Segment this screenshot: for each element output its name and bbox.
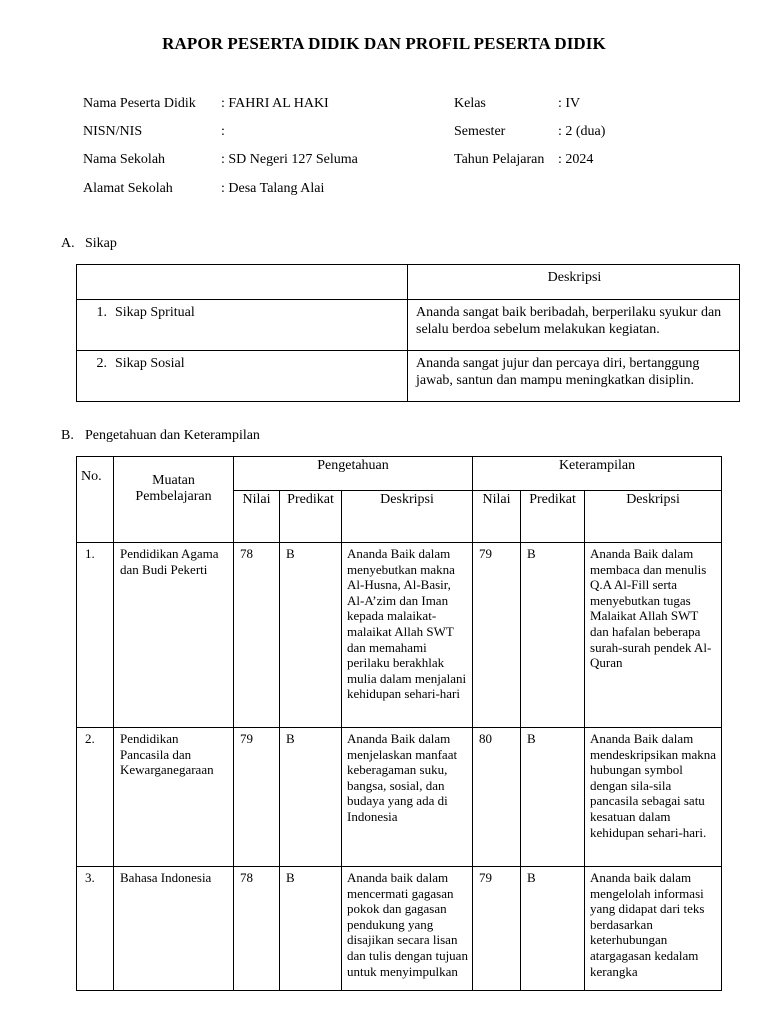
- header-no: No.: [77, 457, 114, 543]
- attitude-row-title: Sikap Spritual: [115, 305, 195, 320]
- header-knowledge-score: Nilai: [234, 491, 280, 543]
- nisn-value: :: [221, 124, 225, 139]
- row-skills-grade: B: [521, 867, 585, 991]
- nisn-label: NISN/NIS: [83, 124, 143, 139]
- attitude-row-number: 1.: [96, 305, 107, 320]
- academic-year-value: : 2024: [558, 152, 594, 167]
- attitude-row-description: Ananda sangat baik beribadah, berperilaku syukur dan selalu berdoa sebelum melakukan kegiatan.: [408, 300, 740, 351]
- academic-year-label: Tahun Pelajaran: [454, 152, 545, 167]
- header-skills-grade: Predikat: [521, 491, 585, 543]
- attitude-header-blank: [77, 265, 408, 300]
- section-a-title: Sikap: [85, 236, 117, 251]
- header-subject: Muatan Pembelajaran: [114, 457, 234, 543]
- row-knowledge-score: 78: [234, 543, 280, 728]
- row-skills-description: Ananda baik dalam mengelolah informasi yang didapat dari teks berdasarkan keterhubungan atargagasan kedalam kerangka: [585, 867, 722, 991]
- class-label: Kelas: [454, 96, 486, 111]
- school-address-label: Alamat Sekolah: [83, 181, 173, 196]
- table-row: [77, 867, 722, 991]
- semester-value: : 2 (dua): [558, 124, 606, 139]
- row-subject: Pendidikan Agama dan Budi Pekerti: [114, 543, 234, 728]
- table-header-row: [77, 457, 722, 491]
- attitude-row-title: Sikap Sosial: [115, 356, 185, 371]
- row-skills-score: 79: [473, 867, 521, 991]
- attitude-row-label: [77, 300, 408, 351]
- row-number: 1.: [77, 543, 114, 728]
- section-b-title: Pengetahuan dan Keterampilan: [85, 428, 260, 443]
- student-name-label: Nama Peserta Didik: [83, 96, 196, 111]
- school-address-value: : Desa Talang Alai: [221, 181, 325, 196]
- row-knowledge-score: 78: [234, 867, 280, 991]
- semester-label: Semester: [454, 124, 506, 139]
- attitude-row-label: [77, 351, 408, 402]
- row-skills-description: Ananda Baik dalam membaca dan menulis Q.A Al-Fill serta menyebutkan tugas Malaikat Allah SWT dan hafalan beberapa surah-surah pendek Al-Quran: [585, 543, 722, 728]
- header-skills: Keterampilan: [473, 457, 722, 491]
- attitude-table-header: [77, 265, 740, 300]
- section-b-letter: B.: [61, 428, 74, 443]
- class-value: : IV: [558, 96, 581, 111]
- page-title: RAPOR PESERTA DIDIK DAN PROFIL PESERTA DIDIK: [162, 34, 606, 53]
- table-row: [77, 728, 722, 867]
- header-knowledge: Pengetahuan: [234, 457, 473, 491]
- table-row: [77, 351, 740, 402]
- row-skills-score: 79: [473, 543, 521, 728]
- row-subject: Bahasa Indonesia: [114, 867, 234, 991]
- section-a-heading: [61, 236, 117, 252]
- school-name-label: Nama Sekolah: [83, 152, 166, 167]
- table-row: [77, 300, 740, 351]
- attitude-row-description: Ananda sangat jujur dan percaya diri, bertanggung jawab, santun dan mampu meningkatkan disiplin.: [408, 351, 740, 402]
- header-skills-description: Deskripsi: [585, 491, 722, 543]
- row-number: 2.: [77, 728, 114, 867]
- row-knowledge-description: Ananda baik dalam mencermati gagasan pokok dan gagasan pendukung yang disajikan secara lisan dan tulis dengan tujuan untuk menyimpulkan: [342, 867, 473, 991]
- row-knowledge-score: 79: [234, 728, 280, 867]
- header-skills-score: Nilai: [473, 491, 521, 543]
- attitude-header-description: Deskripsi: [408, 265, 740, 300]
- table-row: [77, 543, 722, 728]
- header-knowledge-grade: Predikat: [280, 491, 342, 543]
- row-knowledge-grade: B: [280, 728, 342, 867]
- row-number: 3.: [77, 867, 114, 991]
- attitude-row-number: 2.: [96, 356, 107, 371]
- row-knowledge-description: Ananda Baik dalam menyebutkan makna Al-Husna, Al-Basir, Al-A’zim dan Iman kepada malaikat-malaikat Allah SWT dan memahami perilaku berakhlak mulia dalam menjalani kehidupan sehari-hari: [342, 543, 473, 728]
- row-skills-grade: B: [521, 728, 585, 867]
- row-knowledge-description: Ananda Baik dalam menjelaskan manfaat keberagaman suku, bangsa, sosial, dan budaya yang ada di Indonesia: [342, 728, 473, 867]
- row-skills-score: 80: [473, 728, 521, 867]
- header-knowledge-description: Deskripsi: [342, 491, 473, 543]
- row-knowledge-grade: B: [280, 543, 342, 728]
- section-b-heading: [61, 428, 260, 444]
- row-skills-grade: B: [521, 543, 585, 728]
- student-name-value: : FAHRI AL HAKI: [221, 96, 329, 111]
- knowledge-skills-table: [76, 456, 722, 991]
- school-name-value: : SD Negeri 127 Seluma: [221, 152, 358, 167]
- attitude-table: [76, 264, 740, 402]
- section-a-letter: A.: [61, 236, 75, 251]
- row-knowledge-grade: B: [280, 867, 342, 991]
- row-skills-description: Ananda Baik dalam mendeskripsikan makna hubungan symbol dengan sila-sila pancasila sebagai satu kesatuan dalam kehidupan sehari-hari.: [585, 728, 722, 867]
- row-subject: Pendidikan Pancasila dan Kewarganegaraan: [114, 728, 234, 867]
